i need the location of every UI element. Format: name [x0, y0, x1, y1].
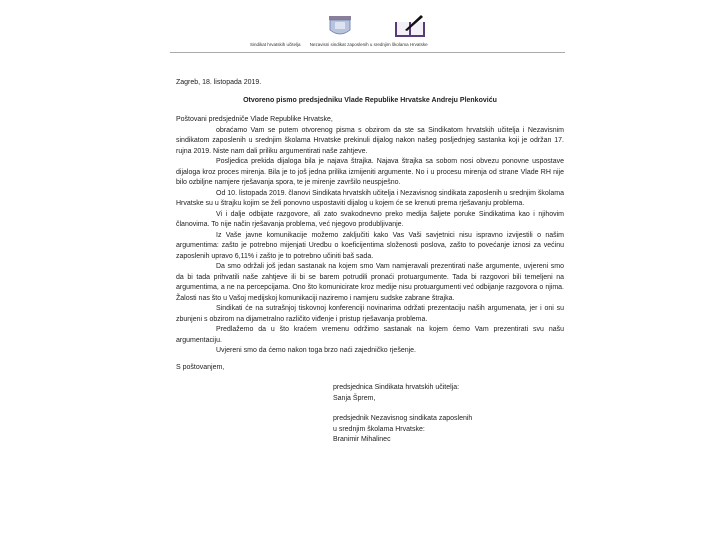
paragraph: Vi i dalje odbijate razgovore, ali zato svakodnevno preko medija šaljete poruke Sindikatima kao i njihovim članovima. To nije način rješavanja problema, već njegovo produbljivanje. — [176, 210, 564, 228]
signature-block — [333, 383, 564, 446]
union-crest-logo — [327, 16, 353, 38]
greeting: Poštovani predsjedniče Vlade Republike Hrvatske, — [176, 116, 333, 123]
paragraph: obraćamo Vam se putem otvorenog pisma s obzirom da ste sa Sindikatom hrvatskih učitelja i Nezavisnim sindikatom zaposlenih u srednjim školama Hrvatske prekinuli dijalog nakon našeg posljednjeg sastanka koji je održan 17. rujna 2019. Niste nam dali priliku argumentirati naše zahtjeve. — [176, 126, 564, 155]
salutation: S poštovanjem, — [176, 363, 225, 371]
paragraph: Sindikati će na sutrašnjoj tiskovnoj konferenciji novinarima održati prezentaciju naših argumenata, jer i oni su zbunjeni s obzirom na dijametralno različito viđenje i pristup rješavanja problema. — [176, 305, 564, 323]
signatory-role: predsjednica Sindikata hrvatskih učitelja: — [333, 384, 460, 391]
paragraph: Da smo održali još jedan sastanak na kojem smo Vam namjeravali prezentirati naše argumente, uvjereni smo da bi tada prihvatili naše zahtjeve ili bi se barem potrudili pronaći protuargumente. Tada bi razgovori bili temeljeni na argumentima, a ne na percepcijama. Ono što komunicirate kroz medije nisu protuargumenti već odbijanje razgovora o njima. Žalosti nas što u Vašoj medijskoj komunikaciji naziremo i namjeru sudske zabrane štrajka. — [176, 263, 564, 302]
paragraph: Predlažemo da u što kraćem vremenu održimo sastanak na kojem ćemo Vam prezentirati svu našu argumentaciju. — [176, 326, 564, 344]
union-name: Sindikat hrvatskih učitelja — [250, 42, 301, 47]
book-quill-logo — [393, 14, 427, 38]
letter-title: Otvoreno pismo predsjedniku Vlade Republike Hrvatske Andreju Plenkoviću — [243, 96, 497, 104]
union-caption — [250, 42, 436, 47]
paragraph: Iz Vaše javne komunikacije možemo zaključiti kako Vas Vaši savjetnici nisu ispravno izvijestili o našim argumentima: zašto je potrebno mijenjati Uredbu o koeficijentima složenosti poslova, zašto to povećanje iznosi za većinu zaposlenih upravo 6,11% i zašto je to potrebno učiniti baš sada. — [176, 231, 564, 260]
closing-line: Uvjereni smo da ćemo nakon toga brzo naći zajedničko rješenje. — [216, 347, 416, 354]
union-name: Nezavisni sindikat zaposlenih u srednjim školama Hrvatske — [309, 42, 428, 47]
signatory-name: Branimir Mihalinec — [333, 436, 391, 443]
header-divider — [170, 52, 565, 53]
signatory-name: Sanja Šprem, — [333, 394, 376, 402]
letter-date: Zagreb, 18. listopada 2019. — [176, 79, 262, 86]
signatory-role: u srednjim školama Hrvatske: — [333, 425, 425, 433]
signatory-role: predsjednik Nezavisnog sindikata zaposlenih — [333, 415, 473, 422]
paragraph: Posljedica prekida dijaloga bila je najava štrajka. Najava štrajka sa sobom nosi obvezu ponovne uspostave dijaloga kroz proces mirenja. Bila je to još jedna prilika izmijeniti argumente. No i u procesu mirenja od strane Vlade RH nije bilo ozbiljne namjere rješavanja spora, te je mirenje završilo neuspješno. — [176, 158, 564, 186]
paragraph: Od 10. listopada 2019. članovi Sindikata hrvatskih učitelja i Nezavisnog sindikata zaposlenih u srednjim školama Hrvatske su u štrajku kojim se želi ponovno uspostaviti dijalog u kojem će se krenuti prema rješavanju problema. — [176, 189, 564, 207]
letterhead-logos — [0, 14, 720, 38]
letter-body — [176, 78, 564, 446]
